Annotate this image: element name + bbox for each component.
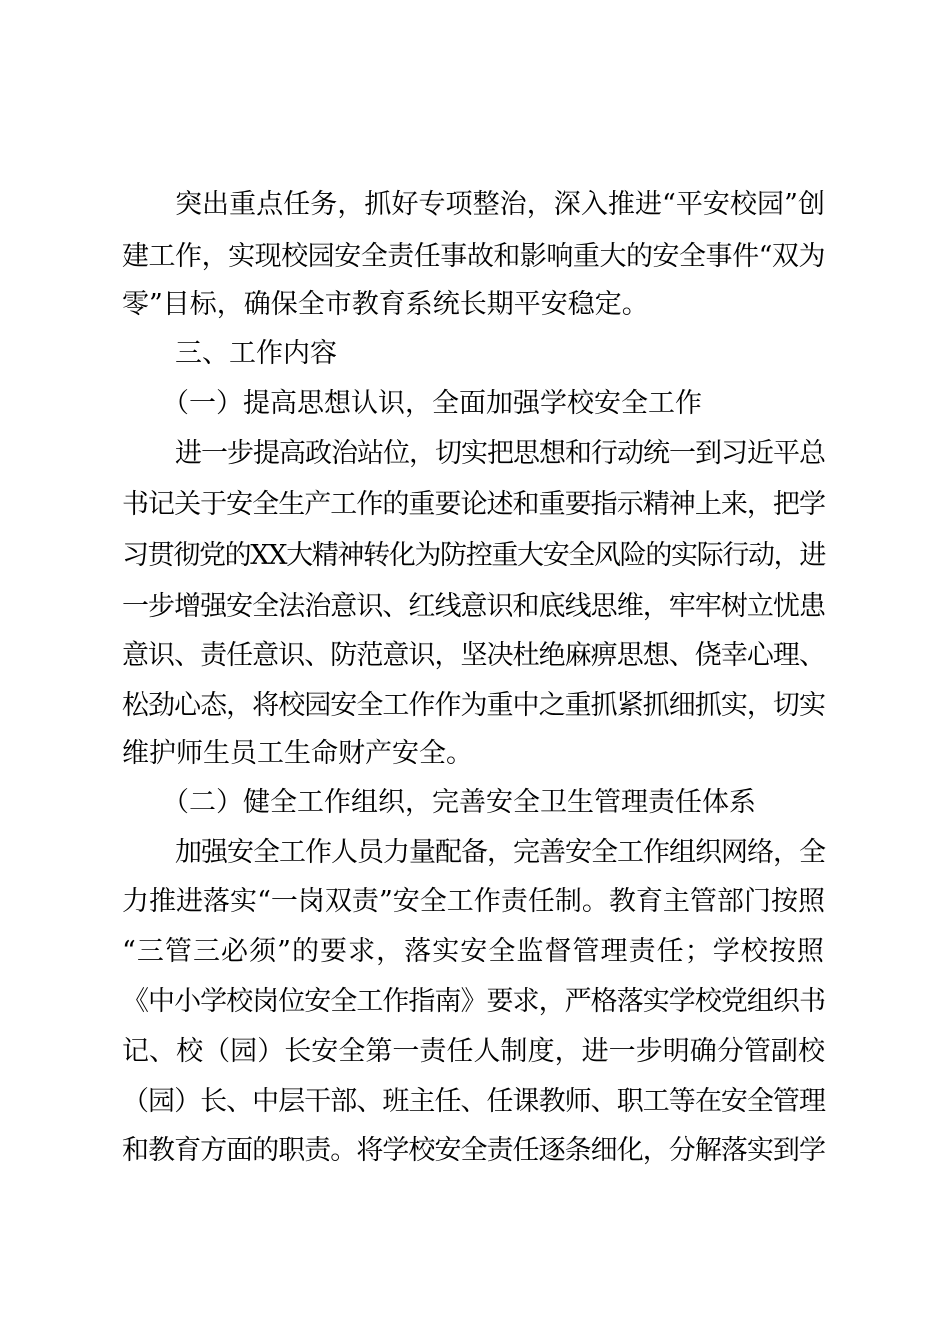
line-text: 松劲心态，将校园安全工作作为重中之重抓紧抓细抓实，切实 (122, 690, 825, 721)
paragraph-line (0, 680, 950, 732)
paragraph-line (0, 976, 950, 1028)
line-text: “三管三必须”的要求，落实安全监督管理责任；学校按照 (122, 936, 825, 967)
line-text: 和教育方面的职责。将学校安全责任逐条细化，分解落实到学 (122, 1135, 825, 1166)
line-text: 建工作，实现校园安全责任事故和影响重大的安全事件“双为 (122, 241, 825, 272)
paragraph-line (0, 231, 950, 283)
line-text: 记、校（园）长安全第一责任人制度，进一步明确分管副校 (122, 1036, 825, 1067)
line-text: 意识、责任意识、防范意识，坚决杜绝麻痹思想、侥幸心理、 (122, 640, 825, 671)
subsection-one-title: （一）提高思想认识，全面加强学校安全工作 (162, 388, 702, 419)
paragraph-line (0, 179, 950, 231)
subsection-heading (0, 378, 950, 430)
paragraph-line (0, 876, 950, 928)
line-text: 维护师生员工生命财产安全。 (122, 738, 473, 769)
paragraph-line (0, 926, 950, 978)
section-heading (0, 328, 950, 380)
line-text: 进一步提高政治站位，切实把思想和行动统一到习近平总 (175, 438, 825, 469)
paragraph-line (0, 279, 950, 331)
paragraph-line (0, 1125, 950, 1177)
subsection-heading (0, 777, 950, 829)
line-text: 习贯彻党的XX大精神转化为防控重大安全风险的实际行动，进 (122, 540, 825, 571)
paragraph-line (0, 428, 950, 480)
paragraph-line (0, 630, 950, 682)
line-text: 突出重点任务，抓好专项整治，深入推进“平安校园”创 (175, 189, 826, 220)
line-text: 力推进落实“一岗双责”安全工作责任制。教育主管部门按照 (122, 886, 825, 917)
paragraph-line (0, 1076, 950, 1128)
subsection-two-title: （二）健全工作组织，完善安全卫生管理责任体系 (162, 787, 756, 818)
paragraph-line (0, 530, 950, 582)
paragraph-line (0, 479, 950, 531)
paragraph-line (0, 581, 950, 633)
paragraph-line (0, 1026, 950, 1078)
line-text: 一步增强安全法治意识、红线意识和底线思维，牢牢树立忧患 (122, 591, 825, 622)
section-three-title: 三、工作内容 (175, 338, 337, 369)
line-text: （园）长、中层干部、班主任、任课教师、职工等在安全管理 (122, 1086, 825, 1117)
line-text: 零”目标，确保全市教育系统长期平安稳定。 (122, 289, 649, 320)
paragraph-line (0, 827, 950, 879)
line-text: 《中小学校岗位安全工作指南》要求，严格落实学校党组织书 (122, 986, 825, 1017)
line-text: 书记关于安全生产工作的重要论述和重要指示精神上来，把学 (122, 489, 825, 520)
line-text: 加强安全工作人员力量配备，完善安全工作组织网络，全 (175, 837, 825, 868)
paragraph-line (0, 728, 950, 780)
